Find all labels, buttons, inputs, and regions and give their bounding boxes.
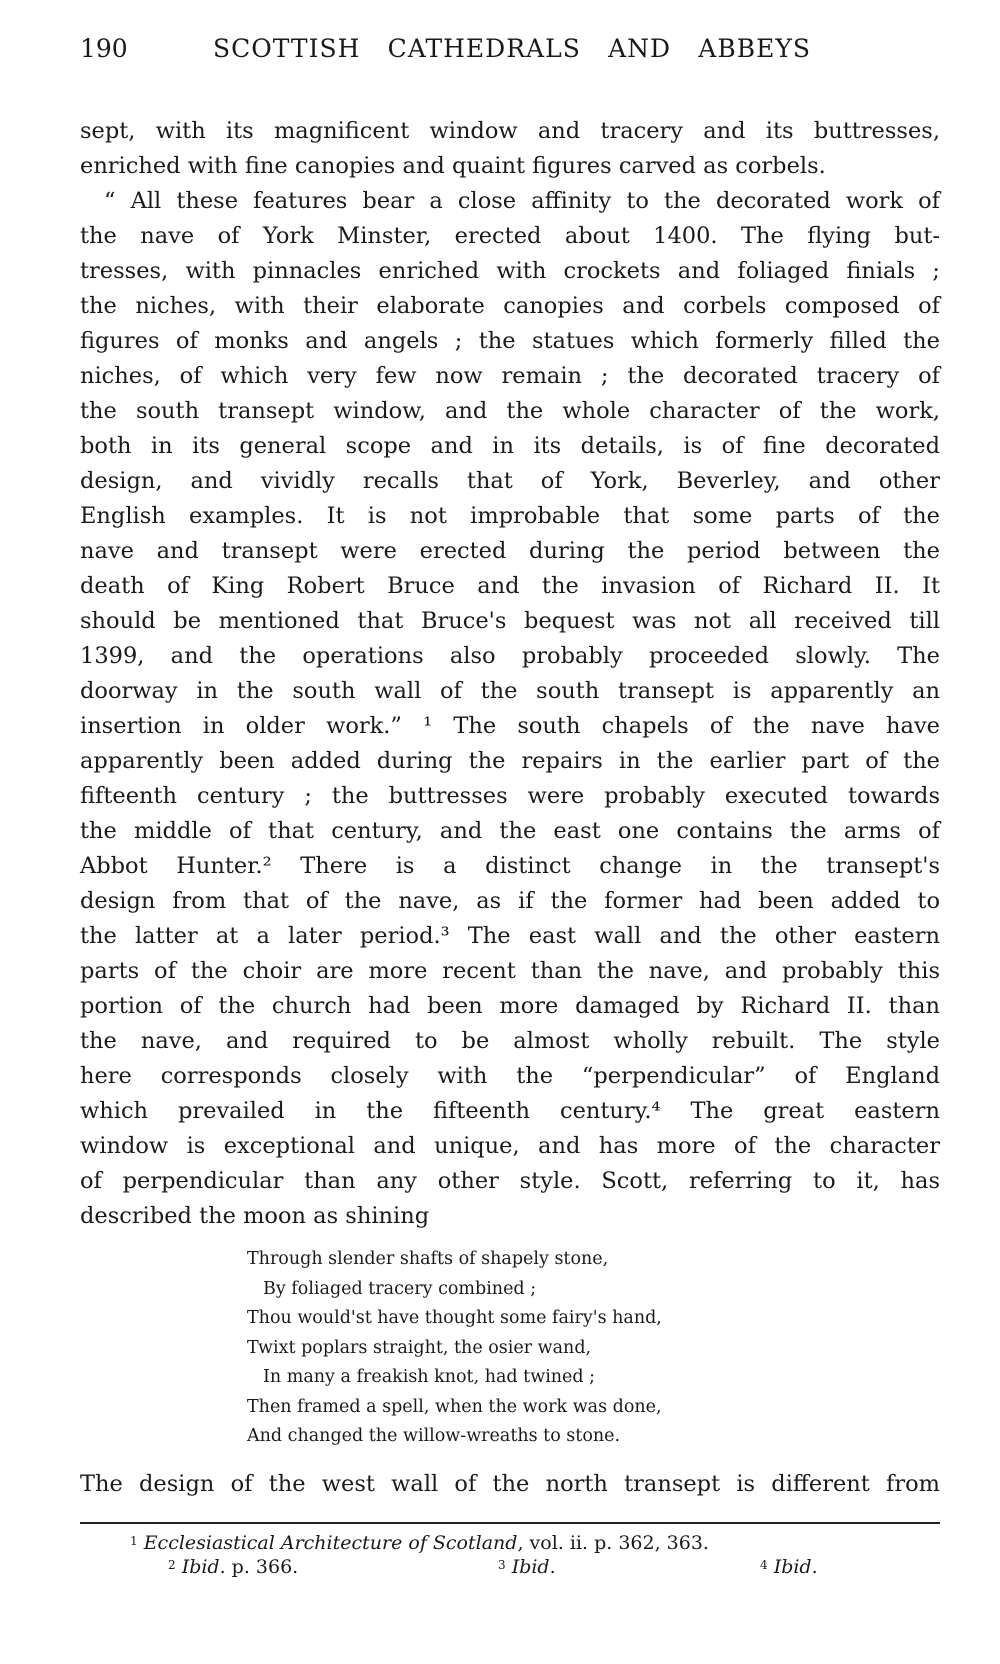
body-line: here corresponds closely with the “perpendicular” of England	[80, 1063, 940, 1089]
body-line: English examples. It is not improbable that some parts of the	[80, 503, 940, 529]
verse-line: By foliaged tracery combined ;	[263, 1278, 537, 1299]
body-line: 1399, and the operations also probably proceeded slowly. The	[80, 643, 940, 669]
footnote-title: Ecclesiastical Architecture of Scotland	[143, 1532, 518, 1554]
body-line: the niches, with their elaborate canopies and corbels composed of	[80, 293, 940, 319]
body-line: nave and transept were erected during the period between the	[80, 538, 940, 564]
body-line: figures of monks and angels ; the statues which formerly filled the	[80, 328, 940, 354]
body-line: design from that of the nave, as if the former had been added to	[80, 888, 940, 914]
footnote-2	[168, 1556, 298, 1579]
verse-line: In many a freakish knot, had twined ;	[263, 1367, 596, 1387]
footnote-mark: 1	[130, 1534, 138, 1548]
body-line: “ All these features bear a close affinity to the decorated work of	[104, 188, 940, 214]
body-line: the middle of that century, and the east one contains the arms of	[80, 818, 940, 844]
body-line: insertion in older work.” ¹ The south chapels of the nave have	[80, 713, 940, 739]
body-line: niches, of which very few now remain ; the decorated tracery of	[80, 363, 940, 389]
footnote-title: Ibid.	[511, 1556, 556, 1578]
page-number: 190	[80, 34, 128, 63]
verse-line: Through slender shafts of shapely stone,	[247, 1249, 609, 1269]
body-line: design, and vividly recalls that of York, Beverley, and other	[80, 468, 940, 494]
footnote-rule	[80, 1522, 940, 1524]
body-line: apparently been added during the repairs in the earlier part of the	[80, 748, 940, 774]
body-line: tresses, with pinnacles enriched with crockets and foliaged finials ;	[80, 258, 940, 284]
body-line: of perpendicular than any other style. Scott, referring to it, has	[80, 1168, 940, 1194]
running-title: SCOTTISH CATHEDRALS AND ABBEYS	[213, 34, 811, 63]
body-line: doorway in the south wall of the south transept is apparently an	[80, 678, 940, 704]
body-line: Abbot Hunter.² There is a distinct change in the transept's	[80, 853, 940, 879]
body-line: both in its general scope and in its details, is of fine decorated	[80, 433, 940, 459]
body-line: the nave of York Minster, erected about 1400. The flying but-	[80, 223, 940, 249]
body-line: which prevailed in the fifteenth century.⁴ The great eastern	[80, 1098, 940, 1124]
footnote-text: p. 366.	[225, 1556, 299, 1578]
verse-quotation	[247, 1245, 662, 1452]
verse-line: Then framed a spell, when the work was done,	[247, 1396, 662, 1417]
footnote-1	[130, 1532, 709, 1555]
footnote-4	[760, 1556, 818, 1579]
body-line: should be mentioned that Bruce's bequest was not all received till	[80, 608, 940, 634]
footnote-title: Ibid.	[181, 1556, 226, 1578]
verse-line: Thou would'st have thought some fairy's hand,	[247, 1308, 662, 1328]
body-line: the south transept window, and the whole character of the work,	[80, 398, 940, 424]
body-text	[80, 114, 940, 1234]
footnote-mark: 3	[498, 1558, 506, 1572]
footnote-mark: 4	[760, 1558, 768, 1572]
verse-line: Twixt poplars straight, the osier wand,	[247, 1337, 592, 1358]
body-line: sept, with its magnificent window and tracery and its buttresses,	[80, 118, 940, 144]
body-line: enriched with fine canopies and quaint figures carved as corbels.	[80, 153, 826, 179]
verse-line: And changed the willow-wreaths to stone.	[247, 1426, 621, 1446]
footnote-mark: 2	[168, 1558, 176, 1572]
body-line: the nave, and required to be almost wholly rebuilt. The style	[80, 1028, 940, 1054]
footnote-3	[498, 1556, 556, 1579]
body-line-continued: The design of the west wall of the north transept is different from	[80, 1471, 940, 1497]
body-line: the latter at a later period.³ The east wall and the other eastern	[80, 923, 940, 949]
body-line: portion of the church had been more damaged by Richard II. than	[80, 993, 940, 1019]
footnote-title: Ibid.	[773, 1556, 818, 1578]
body-line: fifteenth century ; the buttresses were probably executed towards	[80, 783, 940, 809]
body-line: parts of the choir are more recent than the nave, and probably this	[80, 958, 940, 984]
body-line: window is exceptional and unique, and has more of the character	[80, 1133, 940, 1159]
footnote-text: , vol. ii. p. 362, 363.	[517, 1532, 709, 1554]
body-line: death of King Robert Bruce and the invasion of Richard II. It	[80, 573, 940, 599]
body-line: described the moon as shining	[80, 1203, 430, 1229]
